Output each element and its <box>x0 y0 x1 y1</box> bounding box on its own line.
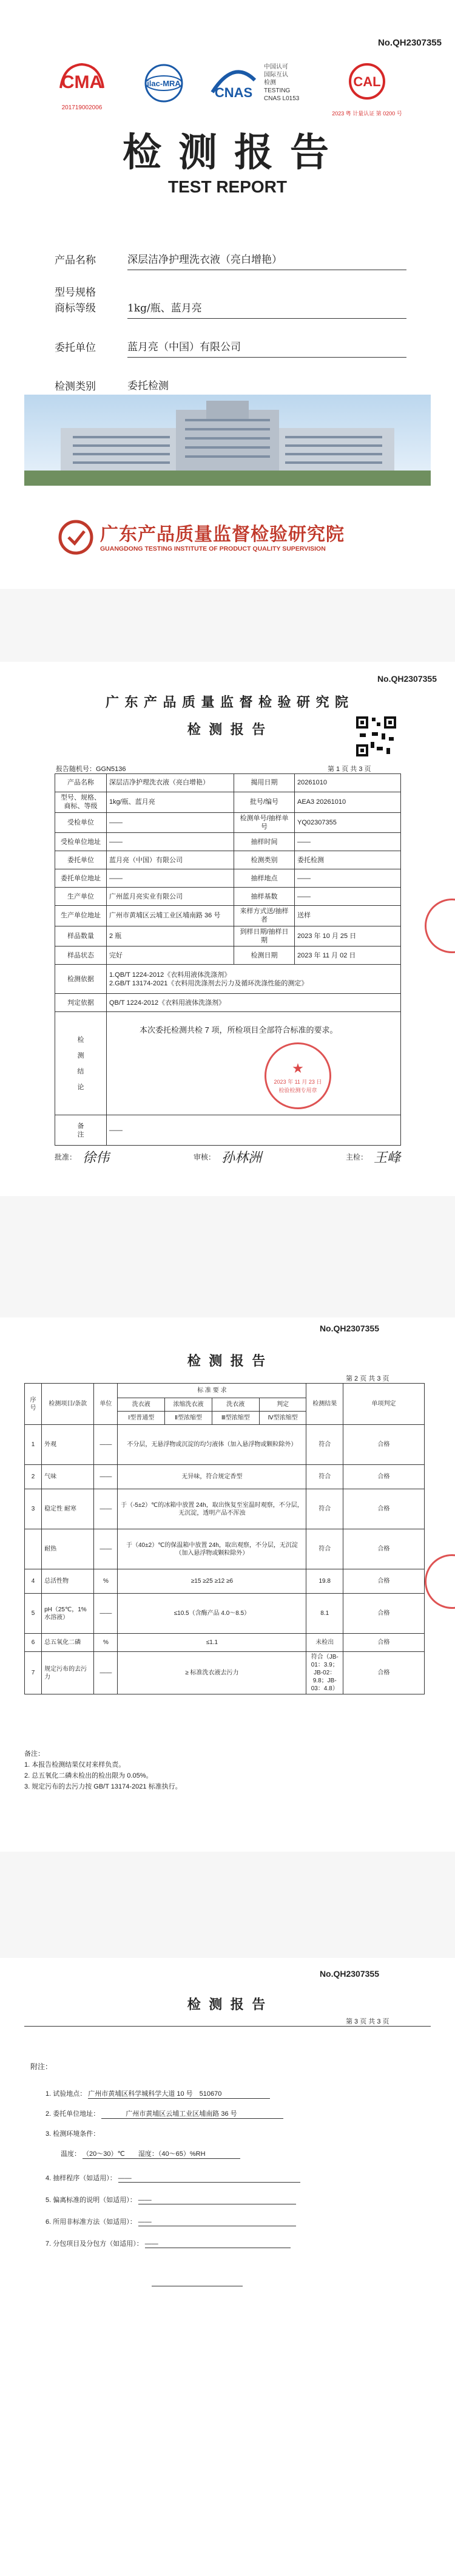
info-row <box>55 926 401 946</box>
info-label: 抽样地点 <box>234 869 295 888</box>
info-value: 2023 年 11 月 02 日 <box>295 946 401 965</box>
report-page-3 <box>0 1958 455 2576</box>
info-value: —— <box>107 869 234 888</box>
signature-label: 批准： <box>55 1153 77 1161</box>
row-item: 稳定性 耐寒 <box>42 1489 94 1529</box>
basis-row <box>55 965 401 994</box>
row-item: 外观 <box>42 1425 94 1465</box>
page1-institute: 广 东 产 品 质 量 监 督 检 验 研 究 院 <box>105 695 349 710</box>
item-label: 7. 分包项目及分包方（如适用）： <box>46 2240 143 2248</box>
signature-block <box>194 1147 261 1166</box>
row-judge: 合格 <box>343 1634 424 1652</box>
field-label: 委托单位 <box>55 342 96 354</box>
col-judge: 单项判定 <box>343 1384 424 1425</box>
attach-item <box>46 2195 410 2217</box>
attach-item <box>46 2109 410 2129</box>
attach-item <box>46 2088 410 2109</box>
info-value: 20261010 <box>295 774 401 792</box>
basis-label: 检测依据 <box>55 965 107 994</box>
row-item: 气味 <box>42 1465 94 1489</box>
field-value: 委托检测 <box>127 377 406 396</box>
page3-page-label: 第 3 页 共 3 页 <box>346 2018 389 2025</box>
item-value: 广州市黄埔区云埔工业区埔南路 36 号 <box>101 2109 283 2119</box>
row-result: 符合（JB-01：3.9；JB-02：9.8；JB-03：4.8） <box>306 1652 343 1694</box>
cover-fields <box>55 240 406 396</box>
signature-handwriting: 徐伟 <box>83 1150 110 1166</box>
info-label: 揭用日期 <box>234 774 295 792</box>
page2-results-table <box>24 1383 425 1694</box>
report-page-1 <box>0 662 455 1196</box>
cnas-logo <box>206 62 261 104</box>
col-no: 序号 <box>25 1384 42 1425</box>
info-label: 产品名称 <box>55 774 107 792</box>
info-label: 检测类别 <box>234 851 295 869</box>
row-result: 8.1 <box>306 1594 343 1634</box>
row-item: 总活性物 <box>42 1569 94 1594</box>
item-label: 4. 抽样程序（如适用）： <box>46 2175 116 2182</box>
row-judge: 合格 <box>343 1529 424 1569</box>
row-unit: —— <box>94 1489 118 1529</box>
cover-field-product <box>55 240 406 270</box>
row-judge: 合格 <box>343 1569 424 1594</box>
std-type-header: Ⅳ型浓缩型 <box>259 1412 306 1425</box>
remark-row <box>55 1115 401 1146</box>
qr-code <box>355 715 397 758</box>
signature-row <box>55 1147 400 1166</box>
info-row <box>55 869 401 888</box>
results-row <box>25 1652 425 1694</box>
info-label: 来样方式送/抽样者 <box>234 906 295 926</box>
info-value: AEA3 20261010 <box>295 792 401 813</box>
row-result: 符合 <box>306 1465 343 1489</box>
row-result: 未检出 <box>306 1634 343 1652</box>
info-label: 检测单号/抽样单号 <box>234 812 295 833</box>
signature-handwriting: 孙林洲 <box>221 1150 262 1166</box>
page3-title: 检 测 报 告 <box>187 1997 268 2012</box>
field-label: 检测类别 <box>55 381 96 393</box>
row-requirement: ≥ 标准洗衣液去污力 <box>118 1652 306 1694</box>
row-unit: —— <box>94 1652 118 1694</box>
info-value: 广州市黄埔区云埔工业区埔南路 36 号 <box>107 906 234 926</box>
cal-logo <box>322 58 413 116</box>
item-label: 2. 委托单位地址： <box>46 2110 100 2118</box>
signature-handwriting: 王峰 <box>373 1150 400 1166</box>
svg-text:CAL: CAL <box>353 74 381 89</box>
row-no: 3 <box>25 1489 42 1529</box>
item-label: 1. 试验地点： <box>46 2090 87 2098</box>
institute-name-en: GUANGDONG TESTING INSTITUTE OF PRODUCT QUALITY SUPERVISION <box>100 545 326 552</box>
row-requirement: 于（-5±2）℃的冰箱中放置 24h，取出恢复至室温时观察，不分层，无沉淀，透明产品不浑浊 <box>118 1489 306 1529</box>
row-item: 总五氧化二磷 <box>42 1634 94 1652</box>
field-value: 深层洁净护理洗衣液（亮白增艳） <box>127 251 406 270</box>
info-label: 样品数量 <box>55 926 107 946</box>
info-label: 样品状态 <box>55 946 107 965</box>
ilac-mra-logo <box>136 62 191 104</box>
judgment-value: QB/T 1224-2012《衣料用液体洗涤剂》 <box>107 994 401 1012</box>
item-label: 温度： <box>61 2150 81 2158</box>
std-sub-header: 洗衣液 <box>212 1398 259 1412</box>
signature-label: 主检： <box>345 1153 368 1161</box>
page1-title: 检 测 报 告 <box>187 722 268 737</box>
info-label: 批号/编号 <box>234 792 295 813</box>
info-value: —— <box>295 833 401 851</box>
page3-report-no: No.QH2307355 <box>319 1969 379 1979</box>
judgment-row <box>55 994 401 1012</box>
cover-field-spec <box>55 270 406 319</box>
svg-text:ilac-MRA: ilac-MRA <box>147 79 181 88</box>
results-row <box>25 1529 425 1569</box>
attach-item <box>46 2149 410 2173</box>
row-requirement: 无异味，符合规定香型 <box>118 1465 306 1489</box>
row-result: 符合 <box>306 1489 343 1529</box>
results-row <box>25 1569 425 1594</box>
info-value: 蓝月亮（中国）有限公司 <box>107 851 234 869</box>
row-requirement: ≤10.5（含酶产品 4.0～8.5） <box>118 1594 306 1634</box>
row-judge: 合格 <box>343 1594 424 1634</box>
std-type-header: Ⅲ型浓缩型 <box>212 1412 259 1425</box>
info-value: 深层洁净护理洗衣液（亮白增艳） <box>107 774 234 792</box>
row-judge: 合格 <box>343 1465 424 1489</box>
report-page-2 <box>0 1317 455 1852</box>
info-label: 委托单位 <box>55 851 107 869</box>
page1-page-label: 第 1 页 共 3 页 <box>328 766 371 773</box>
cover-field-client <box>55 319 406 358</box>
row-no: 6 <box>25 1634 42 1652</box>
page2-title: 检 测 报 告 <box>187 1353 268 1368</box>
item-label: 6. 所用非标准方法（如适用）： <box>46 2218 136 2226</box>
item-value: （20～30）℃ 湿度：（40～65）%RH <box>83 2149 240 2159</box>
field-value: 蓝月亮（中国）有限公司 <box>127 338 406 358</box>
page1-report-no: No.QH2307355 <box>377 674 437 684</box>
results-row <box>25 1634 425 1652</box>
row-no: 4 <box>25 1569 42 1594</box>
svg-text:CNAS: CNAS <box>214 85 253 100</box>
field-value: 1kg/瓶、蓝月亮 <box>127 299 406 319</box>
attach-item <box>46 2129 410 2149</box>
row-no: 7 <box>25 1652 42 1694</box>
side-seal-stamp <box>425 899 455 953</box>
institute-name-cn: 广东产品质量监督检验研究院 <box>100 525 345 545</box>
col-item: 检测项目/条款 <box>42 1384 94 1425</box>
item-label: 5. 偏离标准的说明（如适用）： <box>46 2197 136 2204</box>
item-value: —— <box>138 2218 296 2226</box>
report-random-id: 报告随机号：GGN5136 <box>56 766 126 773</box>
info-value: 送样 <box>295 906 401 926</box>
basis-value <box>107 965 401 994</box>
info-label: 生产单位地址 <box>55 906 107 926</box>
row-unit: —— <box>94 1465 118 1489</box>
conclusion-cell <box>107 1012 401 1115</box>
results-header-row <box>25 1384 425 1398</box>
results-row <box>25 1425 425 1465</box>
info-row <box>55 946 401 965</box>
basis-line: 2.GB/T 13174-2021《衣料用洗涤剂去污力及循环洗涤性能的测定》 <box>109 979 308 987</box>
row-unit: % <box>94 1634 118 1652</box>
info-row <box>55 851 401 869</box>
col-unit: 单位 <box>94 1384 118 1425</box>
page3-items <box>46 2088 410 2260</box>
row-no: 5 <box>25 1594 42 1634</box>
inspection-seal-stamp <box>265 1042 331 1109</box>
col-standard: 标 准 要 求 <box>118 1384 306 1398</box>
row-unit: —— <box>94 1425 118 1465</box>
item-label: 3. 检测环境条件： <box>46 2130 100 2138</box>
row-requirement: ≥15 ≥25 ≥12 ≥6 <box>118 1569 306 1594</box>
attachment-label: 附注： <box>30 2062 53 2071</box>
std-type-header: Ⅱ型浓缩型 <box>165 1412 212 1425</box>
row-no: 2 <box>25 1465 42 1489</box>
cover-institute-band <box>0 486 455 589</box>
cover-field-category <box>55 358 406 396</box>
row-requirement: ≤1.1 <box>118 1634 306 1652</box>
cal-caption: 2023 粤 计量认证 第 0200 号 <box>332 110 402 117</box>
cover-title-en: TEST REPORT <box>167 177 287 196</box>
item-value: —— <box>118 2175 300 2183</box>
cover-page <box>0 0 455 486</box>
page2-notes <box>24 1748 425 1792</box>
signature-block <box>346 1147 400 1166</box>
info-value: —— <box>107 812 234 833</box>
note-line: 3. 规定污布的去污力按 GB/T 13174-2021 标准执行。 <box>24 1783 182 1790</box>
cover-title-cn: 检 测 报 告 <box>123 131 332 174</box>
info-value: 委托检测 <box>295 851 401 869</box>
info-label: 受检单位 <box>55 812 107 833</box>
page1-info-table <box>55 773 401 1146</box>
info-value: 1kg/瓶、蓝月亮 <box>107 792 234 813</box>
results-row <box>25 1489 425 1529</box>
row-requirement: 不分层，无悬浮物或沉淀的均匀液体（加入悬浮物或颗粒除外） <box>118 1425 306 1465</box>
field-label: 型号规格 商标等级 <box>55 287 96 314</box>
attach-item <box>46 2217 410 2238</box>
info-row <box>55 792 401 813</box>
info-label: 抽样时间 <box>234 833 295 851</box>
cma-number: 201719002006 <box>61 104 103 111</box>
std-sub-header: 判定 <box>259 1398 306 1412</box>
row-judge: 合格 <box>343 1489 424 1529</box>
info-label: 到样日期/抽样日期 <box>234 926 295 946</box>
row-no: 1 <box>25 1425 42 1465</box>
page2-page-label: 第 2 页 共 3 页 <box>346 1375 389 1382</box>
info-label: 抽样基数 <box>234 888 295 906</box>
remark-value: —— <box>107 1115 401 1146</box>
info-row <box>55 906 401 926</box>
row-judge: 合格 <box>343 1425 424 1465</box>
page3-divider <box>24 2026 431 2027</box>
judgment-label: 判定依据 <box>55 994 107 1012</box>
std-sub-header: 洗衣液 <box>118 1398 165 1412</box>
info-value: 2 瓶 <box>107 926 234 946</box>
row-unit: % <box>94 1569 118 1594</box>
item-value: 广州市黄埔区科学城科学大道 10 号 510670 <box>88 2088 270 2099</box>
info-value: 完好 <box>107 946 234 965</box>
conclusion-row <box>55 1012 401 1115</box>
info-label: 型号、规格、 商标、等级 <box>55 792 107 813</box>
std-type-header: Ⅰ型普通型 <box>118 1412 165 1425</box>
institute-logo-icon <box>58 519 94 556</box>
info-row <box>55 888 401 906</box>
info-value: —— <box>107 833 234 851</box>
cover-report-no: No.QH2307355 <box>377 38 442 48</box>
notes-label: 备注： <box>24 1750 44 1758</box>
attach-item <box>46 2238 410 2260</box>
info-row <box>55 833 401 851</box>
info-row <box>55 774 401 792</box>
row-item: 规定污布的去污力 <box>42 1652 94 1694</box>
results-row <box>25 1465 425 1489</box>
row-judge: 合格 <box>343 1652 424 1694</box>
info-label: 生产单位 <box>55 888 107 906</box>
info-value: 广州蓝月亮实业有限公司 <box>107 888 234 906</box>
std-sub-header: 浓缩洗衣液 <box>165 1398 212 1412</box>
conclusion-text: 本次委托检测共检 7 项，所检项目全部符合标准的要求。 <box>140 1025 338 1035</box>
field-label: 产品名称 <box>55 254 96 267</box>
building-image <box>24 395 431 486</box>
row-no <box>25 1529 42 1569</box>
info-label: 委托单位地址 <box>55 869 107 888</box>
stamp-star: ★ <box>292 1061 304 1076</box>
stamp-note: 检验检测专用章 <box>278 1087 317 1093</box>
row-result: 符合 <box>306 1529 343 1569</box>
row-item: 耐热 <box>42 1529 94 1569</box>
col-result: 检测结果 <box>306 1384 343 1425</box>
svg-text:CMA: CMA <box>61 72 103 92</box>
cma-logo <box>58 61 106 109</box>
stamp-date: 2023 年 11 月 23 日 <box>274 1078 322 1085</box>
side-seal-stamp <box>425 1554 455 1609</box>
basis-line: 1.QB/T 1224-2012《衣料用液体洗涤剂》 <box>109 971 231 979</box>
info-label: 检测日期 <box>234 946 295 965</box>
info-label: 受检单位地址 <box>55 833 107 851</box>
attach-item <box>46 2173 410 2195</box>
row-result: 符合 <box>306 1425 343 1465</box>
row-requirement: 于（40±2）℃的保温箱中放置 24h，取出观察，不分层，无沉淀（加入悬浮物或颗粒除外） <box>118 1529 306 1569</box>
info-value: YQ02307355 <box>295 812 401 833</box>
row-item: pH（25℃，1%水溶液） <box>42 1594 94 1634</box>
remark-label: 备 注 <box>55 1115 107 1146</box>
row-result: 19.8 <box>306 1569 343 1594</box>
cnas-caption: 中国认可 国际互认 检测 TESTING CNAS L0153 <box>264 64 300 102</box>
note-line: 2. 总五氧化二磷未检出的检出限为 0.05%。 <box>24 1772 153 1779</box>
conclusion-label: 检 测 结 论 <box>55 1012 107 1115</box>
row-unit: —— <box>94 1529 118 1569</box>
item-value: —— <box>138 2197 296 2204</box>
note-line: 1. 本报告检测结果仅对来样负责。 <box>24 1761 126 1769</box>
info-value: —— <box>295 888 401 906</box>
results-row <box>25 1594 425 1634</box>
row-unit: —— <box>94 1594 118 1634</box>
info-row <box>55 812 401 833</box>
item-value: —— <box>145 2240 291 2248</box>
signature-label: 审核： <box>193 1153 215 1161</box>
info-value: 2023 年 10 月 25 日 <box>295 926 401 946</box>
page2-report-no: No.QH2307355 <box>319 1324 379 1333</box>
signature-block <box>55 1147 109 1166</box>
info-value: —— <box>295 869 401 888</box>
